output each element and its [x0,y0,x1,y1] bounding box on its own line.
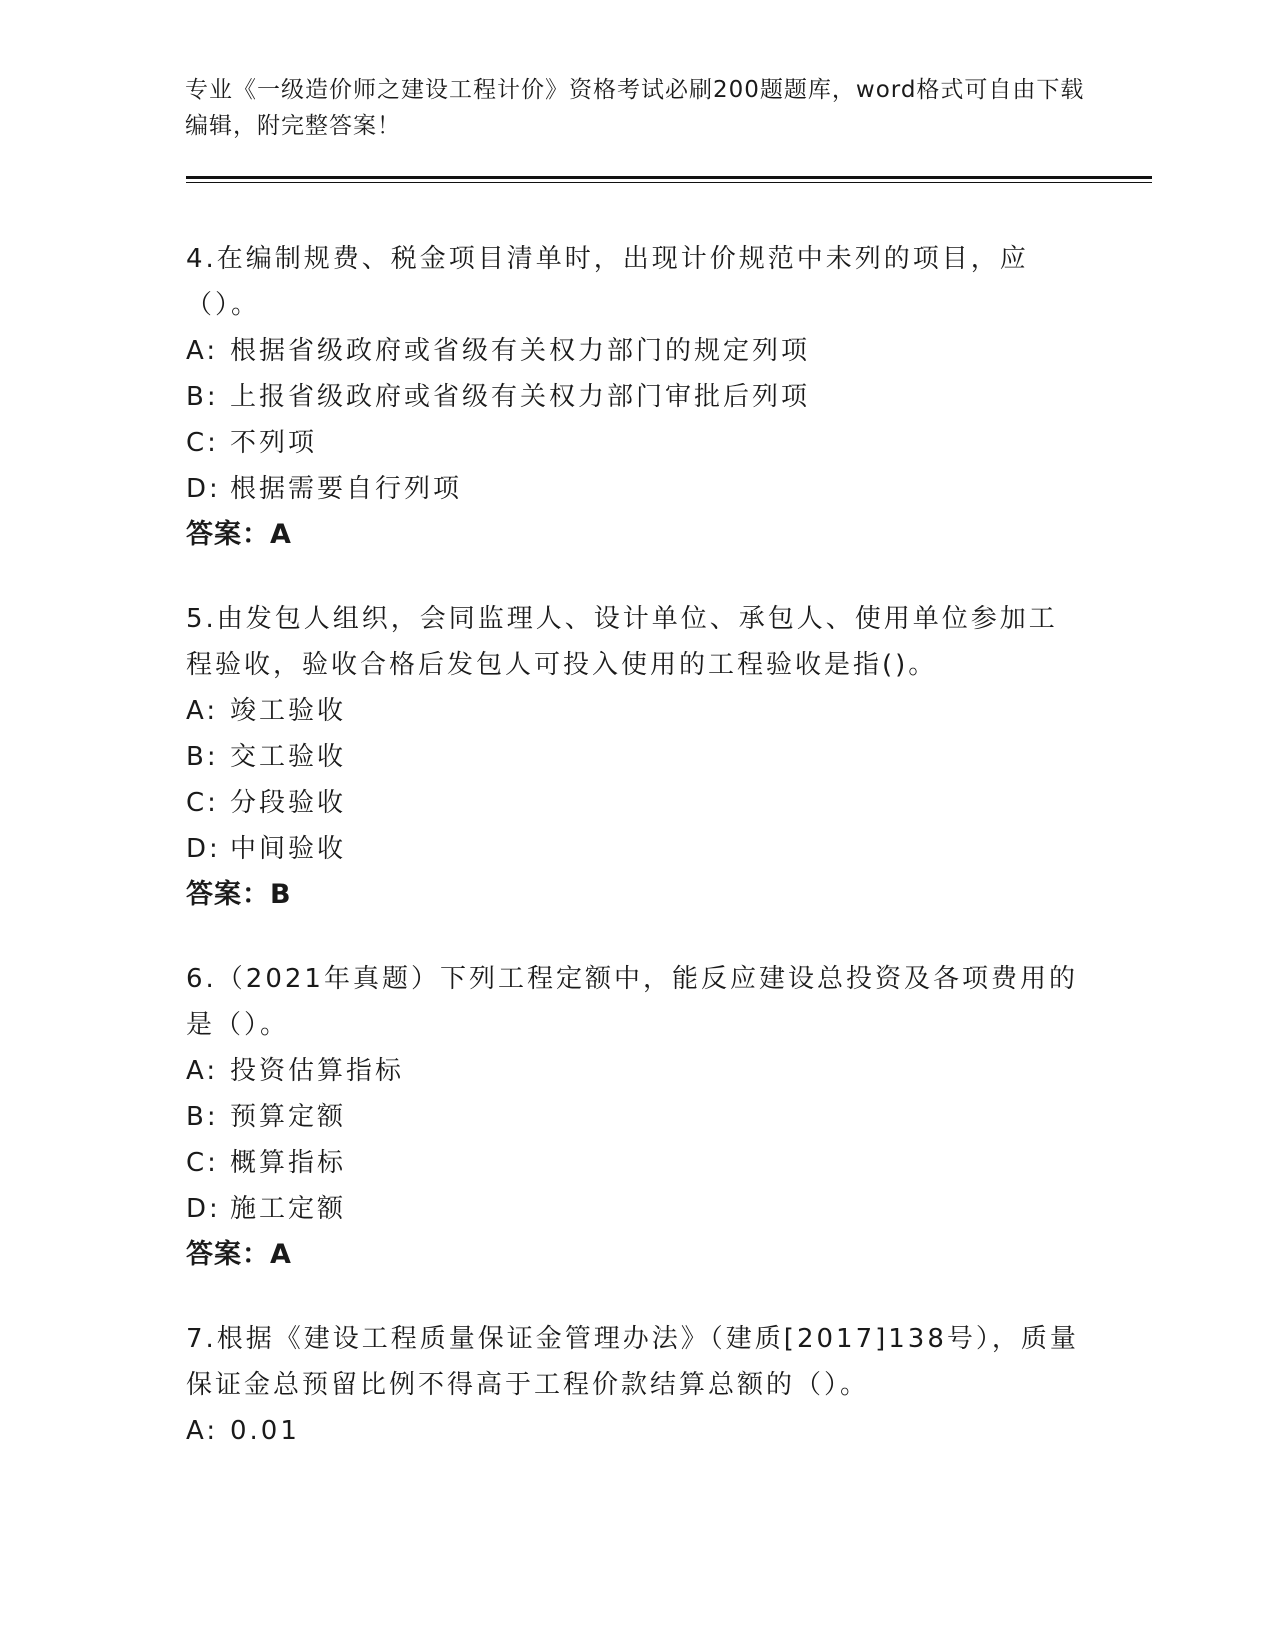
option-text: 概算指标 [230,1148,347,1178]
question-list [186,236,1086,1492]
option-text: 中间验收 [230,834,347,864]
option-d [186,466,1086,512]
question-stem: 7.根据《建设工程质量保证金管理办法》（建质[2017]138号），质量保证金总预留比例不得高于工程价款结算总额的（）。 [186,1324,1079,1400]
option-text: 施工定额 [230,1194,347,1224]
option-letter: A: [186,1416,219,1446]
option-d [186,826,1086,872]
answer-label: 答案：B [186,879,292,910]
option-letter: D: [186,1194,221,1224]
option-text: 根据需要自行列项 [230,474,463,504]
option-a [186,1408,1086,1454]
option-a [186,1048,1086,1094]
option-letter: D: [186,474,221,504]
option-letter: C: [186,428,219,458]
option-letter: A: [186,336,219,366]
option-text: 交工验收 [230,742,347,772]
option-d [186,1186,1086,1232]
option-b [186,1094,1086,1140]
option-b [186,734,1086,780]
option-text: 投资估算指标 [230,1056,405,1086]
question-6 [186,956,1086,1278]
option-letter: B: [186,382,219,412]
option-letter: C: [186,788,219,818]
header-divider-thin [186,182,1152,183]
answer-label: 答案：A [186,1239,292,1270]
option-letter: B: [186,1102,219,1132]
option-c [186,1140,1086,1186]
option-b [186,374,1086,420]
option-text: 不列项 [230,428,318,458]
option-text: 根据省级政府或省级有关权力部门的规定列项 [230,336,811,366]
question-7 [186,1316,1086,1454]
option-letter: C: [186,1148,219,1178]
option-letter: D: [186,834,221,864]
option-text: 预算定额 [230,1102,347,1132]
option-text: 分段验收 [230,788,347,818]
option-text: 上报省级政府或省级有关权力部门审批后列项 [230,382,811,412]
option-c [186,420,1086,466]
option-letter: A: [186,1056,219,1086]
option-letter: A: [186,696,219,726]
option-a [186,688,1086,734]
question-stem: 5.由发包人组织，会同监理人、设计单位、承包人、使用单位参加工程验收，验收合格后发包人可投入使用的工程验收是指()。 [186,604,1058,680]
option-text: 0.01 [230,1416,300,1446]
question-stem: 6.（2021年真题）下列工程定额中，能反应建设总投资及各项费用的是（）。 [186,964,1078,1040]
option-text: 竣工验收 [230,696,347,726]
document-header: 专业《一级造价师之建设工程计价》资格考试必刷200题题库，word格式可自由下载编辑，附完整答案！ [185,77,1085,139]
question-5 [186,596,1086,918]
header-divider-thick [186,176,1152,179]
question-4 [186,236,1086,558]
option-a [186,328,1086,374]
answer-label: 答案：A [186,519,292,550]
question-stem: 4.在编制规费、税金项目清单时，出现计价规范中未列的项目，应（）。 [186,244,1029,320]
option-c [186,780,1086,826]
option-letter: B: [186,742,219,772]
